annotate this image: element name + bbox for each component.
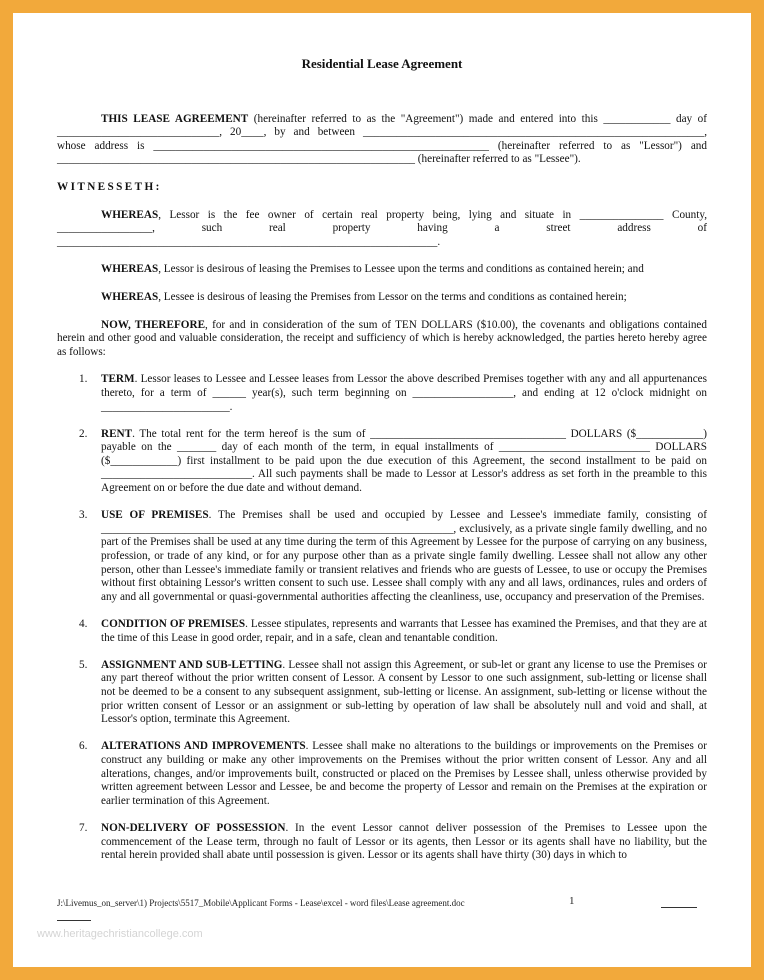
whereas-lead: WHEREAS (101, 208, 159, 221)
now-therefore-lead: NOW, THEREFORE (101, 318, 206, 331)
document-title: Residential Lease Agreement (301, 56, 463, 71)
clause-text: . Lessor leases to Lessee and Lessee leases from Lessor the above described Premises together with any and all appurtenances thereto, for a term of ______ year(s), such term beginning on __________________, and ending at 12 o'clock midnight on _______________________. (101, 373, 707, 413)
clause-number: 5. (79, 658, 88, 671)
watermark: www.heritagechristiancollege.com (37, 928, 203, 940)
whereas-text: , Lessee is desirous of leasing the Premises from Lessor on the terms and conditions as contained herein; (158, 290, 627, 303)
clause-heading: NON-DELIVERY OF POSSESSION (101, 821, 286, 834)
clause-text: . In the event Lessor cannot deliver possession of the Premises to Lessee upon the commencement of the Lease term, through no fault of Lessor or its agents, then Lessor or its agents shall have no liability, but the rental herein provided shall abate until possession is given. Lessor or its agents shall have thirty (30) days in which to (101, 821, 707, 862)
witnesseth-heading: WITNESSETH: (57, 180, 162, 193)
clause-text: . Lessee shall make no alterations to the buildings or improvements on the Premises or construct any building or make any other improvements on the Premises without the prior written consent of Lessor. Any and all alterations, changes, and/or improvements built, constructed or placed on the Premises by Lessee shall, unless otherwise provided by written agreement between Lessor and Lessee, be and become the property of Lessor and remain on the Premises at the expiration or earlier termination of this Agreement. (101, 740, 707, 807)
intro-paragraph (57, 113, 707, 167)
clause-heading: ALTERATIONS AND IMPROVEMENTS (101, 740, 306, 753)
page-number: 1 (569, 895, 575, 907)
clause-text: . Lessee shall not assign this Agreement, or sub-let or grant any license to use the Premises or any part thereof without the prior written consent of Lessor. A consent by Lessor to one such assignment, sub-letting or license shall not be deemed to be a consent to any subsequent assignment, sub-letting or license. An assignment, sub-letting or license without the prior written consent of Lessor or an assignment or sub-letting by operation of law shall be absolutely null and void and shall, at Lessor's option, terminate this Agreement. (101, 658, 707, 726)
clause-assignment (57, 659, 707, 727)
clause-non-delivery (57, 822, 707, 863)
clause-condition-of-premises (57, 618, 707, 645)
clause-text: . The Premises shall be used and occupied by Lessee and Lessee's immediate family, consisting of _______________________________________________________________, exclusively, as a private single family dwelling, and no part of the Premises shall be used at any time during the term of this Agreement by Lessee for the purpose of carrying on any business, profession, or trade of any kind, or for any purpose other than as a private single family dwelling. Lessee shall not allow any other person, other than Lessee's immediate family or transient relatives and friends who are guests of Lessee, to use or occupy the Premises without first obtaining Lessor's written consent to such use. Lessee shall comply with any and all laws, ordinances, rules and orders of any and all governmental or quasi-governmental authorities affecting the cleanliness, use, occupancy and preservation of the Premises. (101, 509, 708, 603)
footer-file-path: J:\Livemus_on_server\1) Projects\5517_Mobile\Applicant Forms - Lease\excel - word files\Lease agreement.doc (57, 898, 465, 908)
whereas-paragraph-1 (57, 209, 707, 250)
clause-list (57, 373, 707, 862)
document-body (57, 57, 707, 876)
intro-text: (hereinafter referred to as the "Agreement") made and entered into this ____________ day of _____________________________, 20____, by and between _____________________________________________________________, whose address is ____________________________________________________________ (hereinafter referred to as "Lessor") and ________________________________________________________________ (hereinafter referred to as "Lessee"). (57, 112, 707, 166)
clause-use-of-premises (57, 509, 707, 604)
clause-term (57, 373, 707, 414)
clause-heading: CONDITION OF PREMISES (101, 618, 246, 630)
whereas-lead: WHEREAS (101, 290, 159, 303)
footer-rule (661, 907, 697, 908)
clause-number: 1. (79, 373, 88, 386)
whereas-paragraph-3 (57, 291, 707, 305)
clause-heading: TERM (101, 373, 135, 386)
clause-alterations (57, 740, 707, 808)
clause-number: 4. (79, 618, 88, 630)
now-therefore-text: , for and in consideration of the sum of TEN DOLLARS ($10.00), the covenants and obligations contained herein and other good and valuable consideration, the receipt and sufficiency of which is hereby acknowledged, the parties hereto hereby agree as follows: (57, 318, 707, 358)
whereas-text: , Lessor is desirous of leasing the Premises to Lessee upon the terms and conditions as contained herein; and (158, 263, 644, 276)
whereas-text: , Lessor is the fee owner of certain real property being, lying and situate in _______________ County, _________________, such real property having a street address of ____________________________________________________________________. (57, 208, 707, 248)
intro-lead: THIS LEASE AGREEMENT (101, 112, 249, 125)
clause-number: 2. (79, 427, 88, 440)
clause-heading: USE OF PREMISES (101, 509, 209, 522)
whereas-lead: WHEREAS (101, 263, 159, 276)
clause-text: . Lessee stipulates, represents and warrants that Lessee has examined the Premises, and that they are at the time of this Lease in good order, repair, and in a safe, clean and tenantable condition. (101, 618, 707, 644)
clause-heading: ASSIGNMENT AND SUB-LETTING (101, 658, 283, 671)
clause-heading: RENT (101, 427, 133, 440)
now-therefore-paragraph (57, 319, 707, 360)
clause-number: 6. (79, 740, 88, 753)
clause-rent (57, 428, 707, 496)
clause-text: . The total rent for the term hereof is the sum of ___________________________________ DOLLARS ($____________) payable on the _______ day of each month of the term, in equal installments of ___________________________ DOLLARS ($____________) first installment to be paid upon the due execution of this Agreement, the second installment to be paid on ___________________________. All such payments shall be made to Lessor at Lessor's address as set forth in the preamble to this Agreement on or before the due date and without demand. (101, 427, 707, 495)
whereas-paragraph-2 (57, 263, 707, 277)
footer-rule-left (57, 920, 91, 921)
clause-number: 3. (79, 509, 88, 522)
document-page (13, 13, 751, 967)
clause-number: 7. (79, 821, 88, 834)
